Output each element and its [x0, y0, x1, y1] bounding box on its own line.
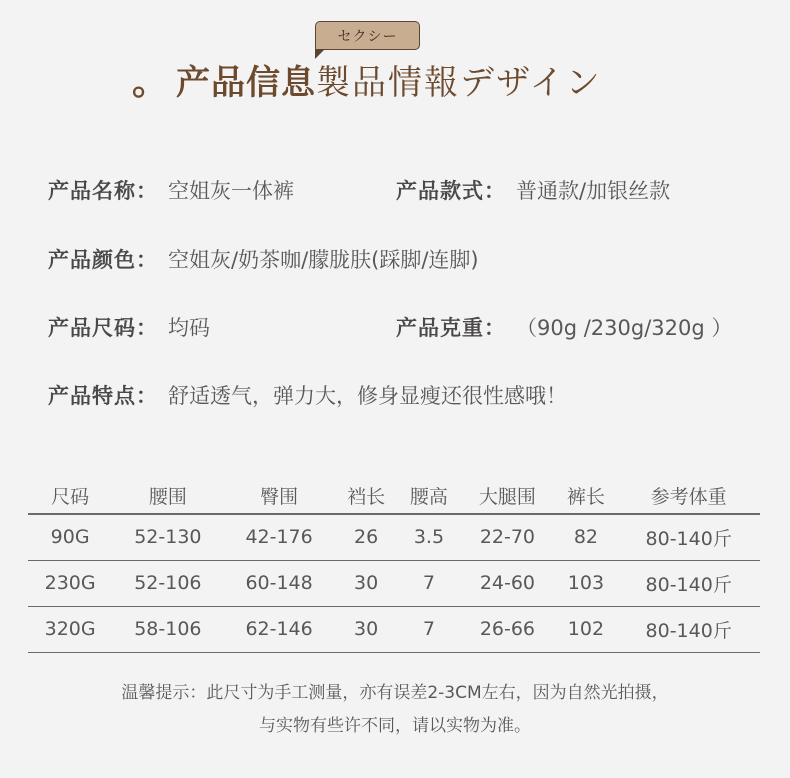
- table-cell: 230G: [44, 572, 96, 594]
- table-header-row: [28, 478, 760, 514]
- info-color-row: [48, 241, 479, 277]
- table-cell: 82: [573, 526, 599, 549]
- table-cell: 90G: [50, 526, 90, 549]
- title-cn: 产品信息: [176, 62, 317, 103]
- header-cell: 臀围: [260, 486, 299, 508]
- table-cell: 24-60: [479, 572, 536, 594]
- table-cell: 42-176: [245, 526, 313, 549]
- badge-sexy: セクシー: [315, 21, 420, 50]
- table-cell: 103: [567, 572, 605, 594]
- style-label: 产品款式：: [396, 179, 506, 203]
- table-row: [28, 514, 760, 560]
- weight-label: 产品克重：: [396, 316, 506, 340]
- table-cell: 102: [567, 618, 605, 640]
- header-cell: 参考体重: [650, 486, 727, 508]
- title-dot: 。: [132, 61, 169, 103]
- table-cell: 58-106: [134, 618, 202, 640]
- name-label: 产品名称：: [48, 179, 158, 203]
- tip-line-1: 温馨提示：此尺寸为手工测量，亦有误差2-3CM左右，因为自然光拍摄，: [121, 683, 669, 703]
- feature-value: 舒适透气，弹力大，修身显瘦还很性感哦！: [168, 384, 567, 408]
- table-cell: 80-140斤: [645, 573, 732, 596]
- feature-label: 产品特点：: [48, 384, 158, 408]
- table-cell: 22-70: [479, 526, 536, 549]
- info-style-row: [396, 172, 670, 208]
- page-title: [132, 56, 602, 102]
- tip-note: [0, 678, 790, 736]
- size-label: 产品尺码：: [48, 316, 158, 340]
- table-cell: 320G: [44, 618, 96, 640]
- tip-line-2: 与实物有些许不同，请以实物为准。: [259, 716, 531, 736]
- style-value: 普通款/加银丝款: [516, 179, 671, 203]
- table-cell: 7: [422, 572, 435, 594]
- header-cell: 裆长: [347, 486, 386, 508]
- size-table: [28, 478, 760, 653]
- table-cell: 30: [354, 618, 379, 640]
- info-size-row: [48, 309, 210, 345]
- table-cell: 52-130: [134, 526, 202, 549]
- table-cell: 62-146: [245, 618, 313, 640]
- table-cell: 7: [422, 618, 435, 640]
- header-cell: 大腿围: [478, 486, 536, 508]
- info-name-row: [48, 172, 294, 208]
- table-cell: 26: [354, 526, 379, 549]
- table-cell: 80-140斤: [645, 619, 732, 642]
- table-cell: 52-106: [134, 572, 202, 594]
- table-cell: 80-140斤: [645, 527, 732, 550]
- info-weight-row: [396, 309, 732, 345]
- table-row: [28, 606, 760, 652]
- name-value: 空姐灰一体裤: [168, 179, 294, 203]
- header-cell: 尺码: [51, 486, 90, 508]
- weight-value: （90g /230g/320g ）: [516, 316, 733, 340]
- header-cell: 腰高: [409, 486, 448, 508]
- table-cell: 3.5: [413, 526, 445, 549]
- header-cell: 腰围: [148, 486, 187, 508]
- table-row: [28, 560, 760, 606]
- table-cell: 30: [354, 572, 379, 594]
- size-value: 均码: [168, 316, 210, 340]
- table-cell: 60-148: [245, 572, 313, 594]
- title-jp: 製品情報デザイン: [316, 62, 602, 103]
- color-value: 空姐灰/奶茶咖/朦胧肤(踩脚/连脚): [168, 248, 479, 272]
- table-cell: 26-66: [479, 618, 536, 640]
- info-feature-row: [48, 377, 567, 413]
- color-label: 产品颜色：: [48, 248, 158, 272]
- header-cell: 裤长: [566, 486, 605, 508]
